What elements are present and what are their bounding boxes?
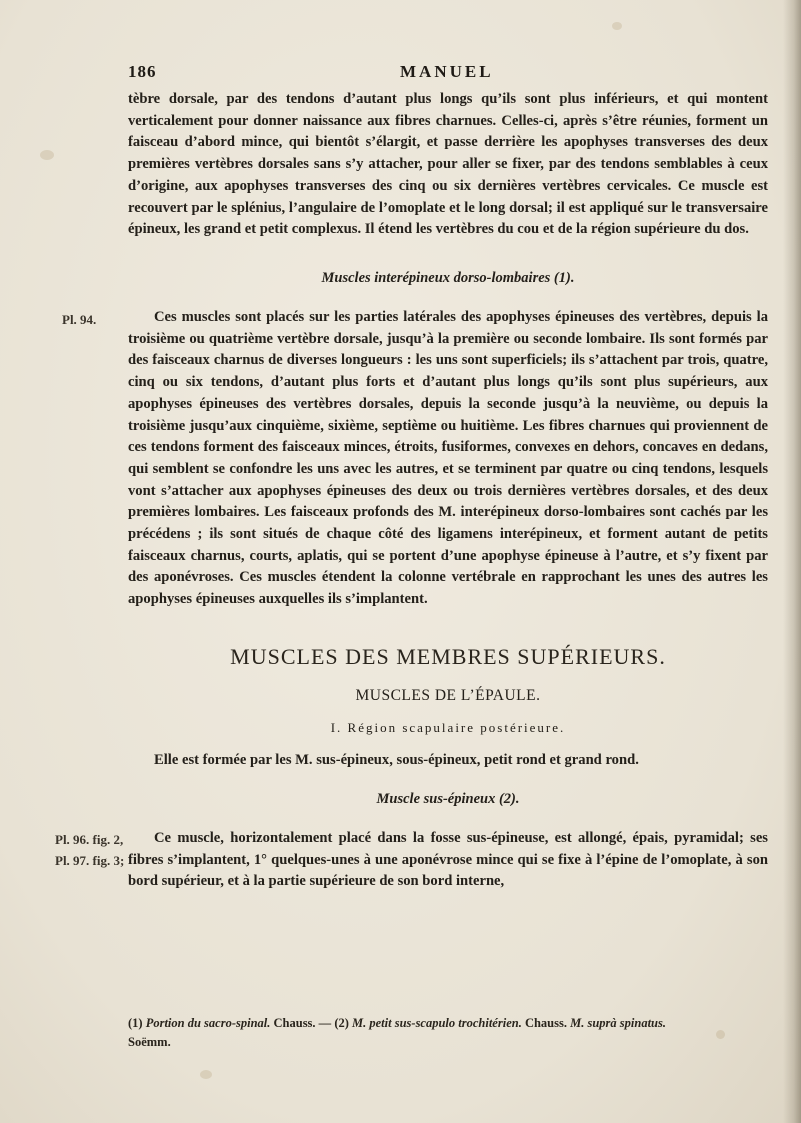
footnote-marker: (2) (334, 1016, 349, 1030)
margin-note-plate-97: Pl. 97. fig. 3; (55, 853, 125, 868)
footnote-latin-name: M. suprà spinatus. (570, 1016, 666, 1030)
footnote-line (128, 1014, 768, 1033)
region-title: I. Région scapulaire postérieure. (330, 720, 566, 735)
running-head (128, 62, 768, 84)
paragraph-interepineux (128, 307, 768, 611)
subsection-title: MUSCLES DE L’ÉPAULE. (355, 687, 541, 704)
running-title: MANUEL (400, 62, 494, 81)
footnote-author: Chauss. — (273, 1016, 332, 1030)
footnote-author: Soëmm. (128, 1035, 171, 1049)
margin-note-plate-96: Pl. 96. fig. 2, (55, 832, 124, 847)
foxing-spot (40, 150, 54, 160)
paragraph-sus-epineux (128, 828, 768, 893)
paragraph-text: Ces muscles sont placés sur les parties latérales des apophyses épineuses des vertèbres, depuis la troisième ou quatrième vertèbre dorsale, jusqu’à la première ou seconde lombaire. Ils sont formés par des faisceaux charnus de diverses longueurs : les uns sont superficiels; ils s’attachent par trois, quatre, cinq ou six tendons, d’autant plus forts et d’autant plus longs qu’ils sont plus supérieurs, aux apophyses épineuses des vertèbres dorsales, depuis la seconde jusqu’à la neuvième, ou depuis la troisième jusqu’aux cinquième, sixième, septième ou huitième. Les fibres charnues qui proviennent de ces tendons forment des faisceaux minces, étroits, fusiformes, convexes en dehors, concaves en dedans, qui semblent se confondre les uns avec les autres, et se terminent par quatre ou cinq tendons, lesquels vont s’attacher aux apophyses épineuses des deux ou trois dernières vertèbres dorsales, et des deux premières lombaires. Les faisceaux profonds des M. interépineux dorso-lombaires sont cachés par les précédens ; ils sont situés de chaque côté des ligamens interépineux, et forment autant de petits faisceaux charnus, courts, aplatis, qui se portent d’une apophyse épineuse à l’autre, et s’y fixent par des aponévroses. Ces muscles étendent la colonne vertébrale en rapprochant les unes des autres les apophyses épineuses auxquelles ils s’implantent. (128, 309, 768, 608)
foxing-spot (612, 22, 622, 30)
footnote-text: Portion du sacro-spinal. (145, 1016, 271, 1030)
footnote-marker: (1) (128, 1016, 143, 1030)
paragraph-text: Elle est formée par les M. sus-épineux, sous-épineux, petit rond et grand rond. (154, 752, 639, 768)
paragraph-text: Ce muscle, horizontalement placé dans la fosse sus-épineuse, est allongé, épais, pyramidal; ses fibres s’implantent, 1° quelques-unes à une aponévrose mince qui se fixe à l’épine de l’omoplate, à son bord supérieur, et à la partie supérieure de son bord interne, (128, 830, 768, 890)
foxing-spot (200, 1070, 212, 1079)
margin-note-plate-94: Pl. 94. (62, 312, 97, 327)
paragraph-text: tèbre dorsale, par des tendons d’autant plus longs qu’ils sont plus inférieurs, et qui montent verticalement pour donner naissance aux fibres charnues. Celles-ci, après s’être réunies, forment un faisceau d’abord mince, qui bientôt s’élargit, et passe derrière les apophyses transverses des deux premières vertèbres dorsales sans s’y attacher, pour aller se fixer, par des tendons semblables à ceux d’origine, aux apophyses transverses des cinq ou six dernières vertèbres cervicales. Ce muscle est recouvert par le splénius, l’angulaire de l’omoplate et le long dorsal; il est appliqué sur le transversaire épineux, les grand et petit complexus. Il étend les vertèbres du cou et de la région supérieure du dos. (128, 91, 768, 238)
page-edge-shadow (783, 0, 801, 1123)
heading-interepineux: Muscles interépineux dorso-lombaires (1). (321, 270, 575, 286)
footnote-line (128, 1033, 768, 1052)
heading-sus-epineux: Muscle sus-épineux (2). (376, 791, 520, 807)
footnote-author: Chauss. (524, 1016, 567, 1030)
paragraph-region (128, 750, 768, 772)
section-title: MUSCLES DES MEMBRES SUPÉRIEURS. (230, 644, 666, 669)
paragraph-continuation (128, 89, 768, 241)
footnotes (128, 1014, 768, 1052)
page-number: 186 (128, 62, 157, 81)
footnote-text: M. petit sus-scapulo trochitérien. (352, 1016, 522, 1030)
